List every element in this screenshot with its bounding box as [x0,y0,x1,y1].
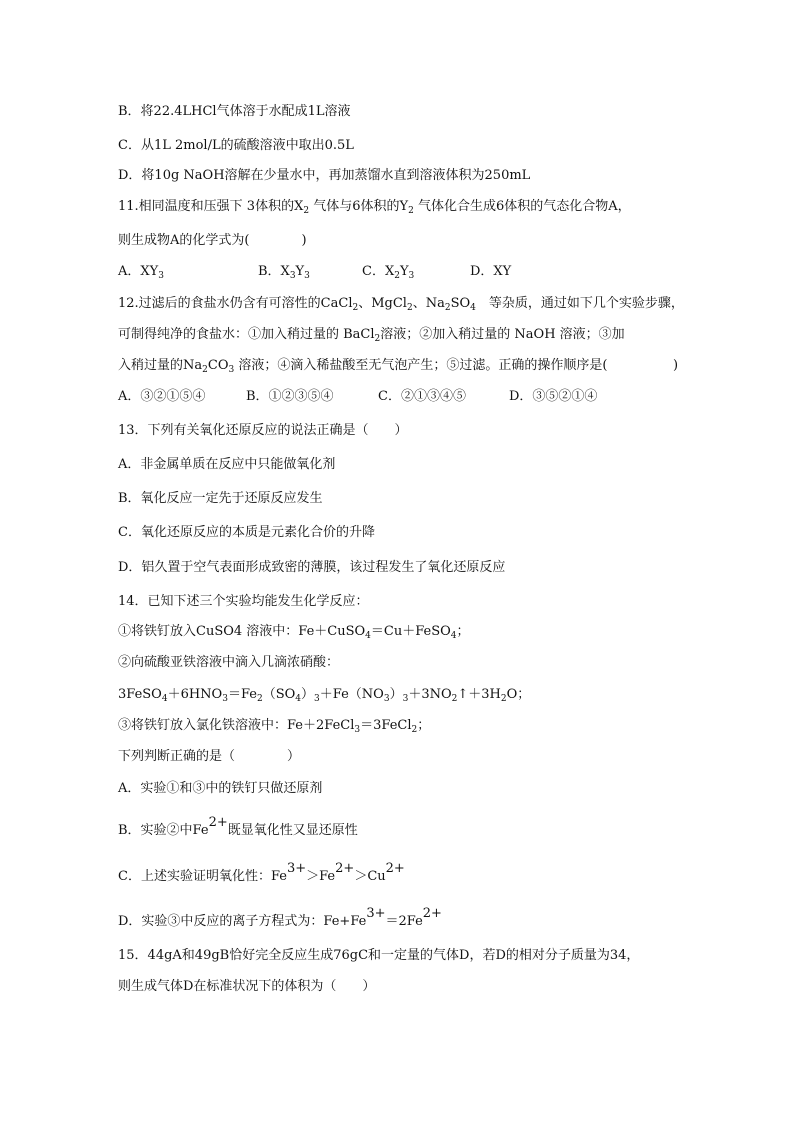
q14-option-d: D．实验③中反应的离子方程式为：Fe+Fe3+＝2Fe2+ [118,906,442,929]
q15-stem-line2: 则生成气体D在标准状况下的体积为（ ） [118,979,376,994]
q12-stem-line2: 可制得纯净的食盐水：①加入稍过量的 BaCl$_2$溶液；②加入稍过量的 NaOH 溶液；③加 [118,327,625,344]
q12-paren-close: ) [673,358,679,373]
q11-option-a: A．$XY_3$ [118,264,164,281]
q14-stem: 14．已知下述三个实验均能发生化学反应： [118,594,369,609]
q11-option-b: B．$X_3Y_3$ [258,264,310,281]
q10-option-c: C．从1L 2mol/L的硫酸溶液中取出0.5L [118,138,354,153]
q12-stem-line3: 入稍过量的$Na_2CO_3$ 溶液；④滴入稀盐酸至无气泡产生；⑤过滤。正确的操作顺序是( [118,358,608,375]
q14-option-c: C．上述实验证明氧化性：Fe3+＞Fe2+＞Cu2+ [118,861,405,884]
q14-option-a: A．实验①和③中的铁钉只做还原剂 [118,781,323,796]
q11-stem-line2: 则生成物A的化学式为( ) [118,233,307,248]
q14-equation-2: $3FeSO_4+6HNO_3=Fe_2(SO_4)_3+Fe(NO_3)_3+3NO_2↑+3H_2O$； [118,687,531,704]
q12-option-b: B．①②③⑤④ [246,389,334,404]
q12-stem-line1: 12.过滤后的食盐水仍含有可溶性的CaCl$_2$、MgCl$_2$、$Na_2SO_4$ 等杂质，通过如下几个实验步骤， [118,296,684,313]
q14-option-b: B．实验②中Fe2+既显氧化性又显还原性 [118,815,358,838]
q11-stem: 11.相同温度和压强下 3体积的$X_2$ 气体与6体积的$Y_2$ 气体化合生成6体积的气态化合物A， [118,199,631,216]
q14-experiment-2: ②向硫酸亚铁溶液中滴入几滴浓硝酸： [118,655,340,670]
q13-option-d: D．铝久置于空气表面形成致密的薄膜，该过程发生了氧化还原反应 [118,560,506,575]
q15-stem-line1: 15．44gA和49gB恰好完全反应生成76gC和一定量的气体D，若D的相对分子质量为34， [118,948,640,963]
q10-option-d: D．将10g NaOH溶解在少量水中，再加蒸馏水直到溶液体积为250mL [118,168,531,183]
q10-option-b: B．将22.4LHCl气体溶于水配成1L溶液 [118,104,351,119]
q13-option-a: A．非金属单质在反应中只能做氧化剂 [118,457,336,472]
q12-option-d: D．③⑤②①④ [509,389,598,404]
q13-stem: 13．下列有关氧化还原反应的说法正确是（ ） [118,423,408,438]
q11-option-d: D．XY [470,264,512,279]
q13-option-b: B．氧化反应一定先于还原反应发生 [118,491,323,506]
q12-option-a: A．③②①⑤④ [118,389,206,404]
q14-experiment-3: ③将铁钉放入氯化铁溶液中：Fe＋2FeCl$_3$＝3FeCl$_2$； [118,718,431,735]
q12-option-c: C．②①③④⑤ [378,389,466,404]
q14-experiment-1: ①将铁钉放入CuSO4 溶液中：Fe＋CuSO$_4$＝Cu＋FeSO$_4$； [118,624,470,641]
q13-option-c: C．氧化还原反应的本质是元素化合价的升降 [118,525,375,540]
q14-question: 下列判断正确的是（ ） [118,749,301,764]
q11-option-c: C．$X_2Y_3$ [362,264,415,281]
